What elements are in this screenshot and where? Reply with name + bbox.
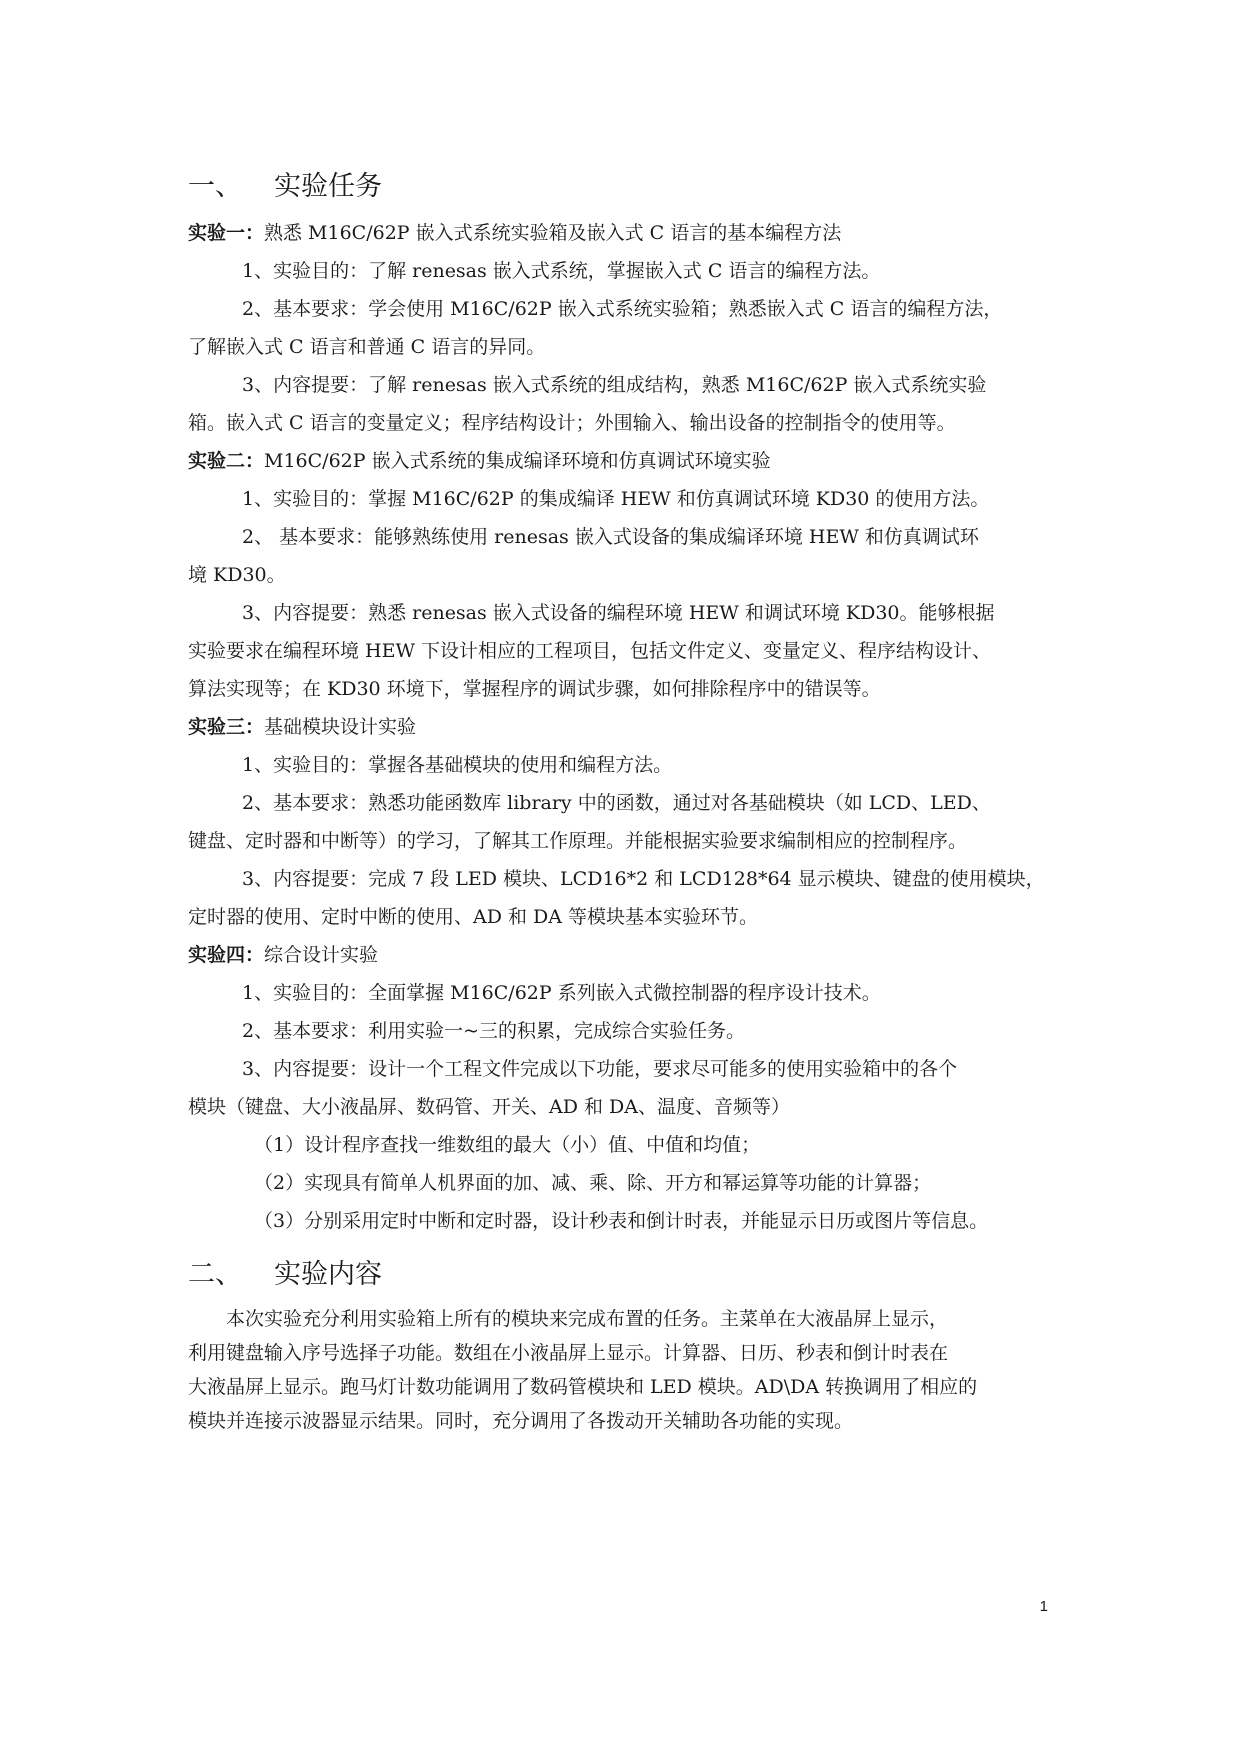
section-title: 实验内容 [274,1259,382,1290]
experiment-title [188,214,1054,252]
item-line: 2、基本要求：学会使用 M16C/62P 嵌入式系统实验箱；熟悉嵌入式 C 语言的编程方法， [242,298,1003,320]
item-line: 1、实验目的：了解 renesas 嵌入式系统，掌握嵌入式 C 语言的编程方法。 [242,260,881,282]
section-number: 二、 [188,1259,242,1290]
item-line: 1、实验目的：全面掌握 M16C/62P 系列嵌入式微控制器的程序设计技术。 [242,982,881,1004]
item-line-continued: 箱。嵌入式 C 语言的变量定义；程序结构设计；外围输入、输出设备的控制指令的使用等。 [188,412,956,434]
document-page [188,160,1054,1438]
section-heading-2 [188,1248,1054,1302]
section-paragraph [188,1302,1054,1438]
paragraph-line: 大液晶屏上显示。跑马灯计数功能调用了数码管模块和 LED 模块。AD\DA 转换调用了相应的 [188,1376,978,1398]
item-line: 2、 基本要求：能够熟练使用 renesas 嵌入式设备的集成编译环境 HEW 和仿真调试环 [242,526,979,548]
sub-item-line: （2）实现具有简单人机界面的加、减、乘、除、开方和幂运算等功能的计算器； [254,1172,932,1194]
sub-item-line: （3）分别采用定时中断和定时器，设计秒表和倒计时表，并能显示日历或图片等信息。 [254,1210,989,1232]
item-line: 1、实验目的：掌握各基础模块的使用和编程方法。 [242,754,673,776]
item-line: 3、内容提要：熟悉 renesas 嵌入式设备的编程环境 HEW 和调试环境 KD30。能够根据 [242,602,995,624]
item-line-continued: 键盘、定时器和中断等）的学习，了解其工作原理。并能根据实验要求编制相应的控制程序。 [188,830,968,852]
experiment-title [188,442,1054,480]
experiment-label: 实验一： [188,222,265,244]
experiment-name: 基础模块设计实验 [264,716,417,738]
experiment-label: 实验三： [188,716,265,738]
experiment-name: M16C/62P 嵌入式系统的集成编译环境和仿真调试环境实验 [264,450,771,472]
item-line: 3、内容提要：了解 renesas 嵌入式系统的组成结构，熟悉 M16C/62P 嵌入式系统实验 [242,374,987,396]
item-line-continued: 定时器的使用、定时中断的使用、AD 和 DA 等模块基本实验环节。 [188,906,759,928]
sub-item-line: （1）设计程序查找一维数组的最大（小）值、中值和均值； [254,1134,761,1156]
item-line-continued: 模块（键盘、大小液晶屏、数码管、开关、AD 和 DA、温度、音频等） [188,1096,790,1118]
paragraph-line: 利用键盘输入序号选择子功能。数组在小液晶屏上显示。计算器、日历、秒表和倒计时表在 [188,1342,949,1364]
experiment-name: 熟悉 M16C/62P 嵌入式系统实验箱及嵌入式 C 语言的基本编程方法 [264,222,842,244]
item-line-continued: 实验要求在编程环境 HEW 下设计相应的工程项目，包括文件定义、变量定义、程序结构设计、 [188,640,992,662]
page-number-text: 1 [1039,1598,1048,1615]
section-number: 一、 [188,171,242,202]
experiment-name: 综合设计实验 [264,944,379,966]
item-line-continued: 了解嵌入式 C 语言和普通 C 语言的异同。 [188,336,546,358]
item-line: 3、内容提要：设计一个工程文件完成以下功能，要求尽可能多的使用实验箱中的各个 [242,1058,958,1080]
experiment-label: 实验四： [188,944,265,966]
experiment-title [188,936,1054,974]
section-title: 实验任务 [274,171,382,202]
item-line: 2、基本要求：熟悉功能函数库 library 中的函数，通过对各基础模块（如 LCD、LED、 [242,792,991,814]
experiment-title [188,708,1054,746]
item-line: 2、基本要求：利用实验一~三的积累，完成综合实验任务。 [242,1020,746,1042]
experiment-label: 实验二： [188,450,265,472]
paragraph-line: 模块并连接示波器显示结果。同时，充分调用了各拨动开关辅助各功能的实现。 [188,1410,854,1432]
item-line: 3、内容提要：完成 7 段 LED 模块、LCD16*2 和 LCD128*64 显示模块、键盘的使用模块， [242,868,1045,890]
page-number [0,1598,1241,1615]
paragraph-line: 本次实验充分利用实验箱上所有的模块来完成布置的任务。主菜单在大液晶屏上显示， [188,1308,949,1330]
section-heading-1 [188,160,1054,214]
item-line: 1、实验目的：掌握 M16C/62P 的集成编译 HEW 和仿真调试环境 KD30 的使用方法。 [242,488,990,510]
item-line-continued: 境 KD30。 [188,564,286,586]
item-line-continued: 算法实现等；在 KD30 环境下，掌握程序的调试步骤，如何排除程序中的错误等。 [188,678,881,700]
